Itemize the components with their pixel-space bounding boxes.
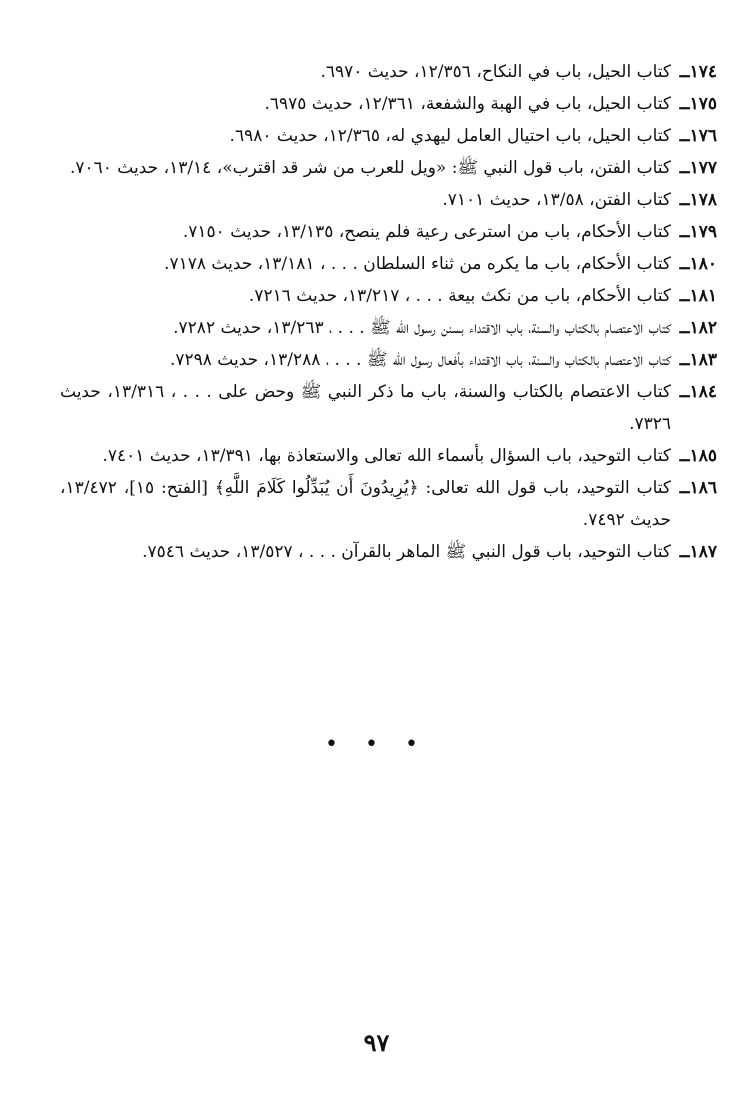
list-item <box>60 56 717 88</box>
list-item <box>60 216 717 248</box>
entry-text: كتاب الحيل، باب في النكاح، ١٢/٣٥٦، حديث ٦٩٧٠. <box>320 62 671 82</box>
list-item <box>60 152 717 184</box>
entry-text: كتاب الحيل، باب في الهبة والشفعة، ١٢/٣٦١، حديث ٦٩٧٥. <box>264 94 671 114</box>
list-item <box>60 120 717 152</box>
entry-text: كتاب الاعتصام بالكتاب والسنة، باب الاقتداء بأفعال رسول الله ﷺ . . . ، ١٣/٢٨٨، حديث ٧٢٩٨. <box>169 350 671 370</box>
entry-number: ١٨٣ــ <box>679 350 717 370</box>
list-item <box>60 280 717 312</box>
list-item <box>60 440 717 472</box>
section-divider: • • • <box>325 732 428 757</box>
list-item <box>60 88 717 120</box>
entry-text: كتاب الفتن، باب قول النبي ﷺ: «ويل للعرب من شر قد اقترب»، ١٣/١٤، حديث ٧٠٦٠. <box>69 158 671 178</box>
entry-text: كتاب الاعتصام بالكتاب والسنة، باب الاقتداء بسنن رسول الله ﷺ . . . ، ١٣/٢٦٣، حديث ٧٢٨٢. <box>173 318 671 338</box>
entry-number: ١٨١ــ <box>679 286 717 306</box>
entry-text: كتاب التوحيد، باب السؤال بأسماء الله تعالى والاستعاذة بها، ١٣/٣٩١، حديث ٧٤٠١. <box>102 446 671 466</box>
entry-number: ١٨٠ــ <box>679 254 717 274</box>
list-item <box>60 376 717 440</box>
page-number: ٩٧ <box>363 1028 390 1057</box>
list-item <box>60 248 717 280</box>
entry-text: كتاب الأحكام، باب من استرعى رعية فلم ينصح، ١٣/١٣٥، حديث ٧١٥٠. <box>182 222 671 242</box>
list-item <box>60 536 717 568</box>
entry-number: ١٨٢ــ <box>679 318 717 338</box>
entry-number: ١٧٩ــ <box>679 222 717 242</box>
list-item <box>60 312 717 344</box>
entry-text: كتاب التوحيد، باب قول النبي ﷺ الماهر بالقرآن . . . ، ١٣/٥٢٧، حديث ٧٥٤٦. <box>142 542 671 562</box>
entry-number: ١٧٦ــ <box>679 126 717 146</box>
entry-number: ١٧٤ــ <box>679 62 717 82</box>
entry-text: كتاب الحيل، باب احتيال العامل ليهدي له، ١٢/٣٦٥، حديث ٦٩٨٠. <box>229 126 671 146</box>
list-item <box>60 472 717 536</box>
list-item <box>60 184 717 216</box>
entry-text: كتاب الاعتصام بالكتاب والسنة، باب ما ذكر النبي ﷺ وحض على . . . ، ١٣/٣١٦، حديث ٧٣٢٦. <box>60 382 672 434</box>
entry-text: كتاب الفتن، ١٣/٥٨، حديث ٧١٠١. <box>442 190 671 210</box>
entry-number: ١٧٧ــ <box>679 158 717 178</box>
entry-text: كتاب الأحكام، باب ما يكره من ثناء السلطان . . . ، ١٣/١٨١، حديث ٧١٧٨. <box>164 254 671 274</box>
entry-number: ١٧٥ــ <box>679 94 717 114</box>
reference-list <box>60 56 717 568</box>
entry-number: ١٨٦ــ <box>679 478 717 498</box>
list-item <box>60 344 717 376</box>
entry-text: كتاب التوحيد، باب قول الله تعالى: ﴿يُرِيدُونَ أَن يُبَدِّلُوا كَلَامَ اللَّهِ﴾ [الفتح: ١٥]، ١٣/٤٧٢، حديث ٧٤٩٢. <box>60 478 671 530</box>
entry-number: ١٨٤ــ <box>679 382 717 402</box>
entry-number: ١٨٧ــ <box>679 542 717 562</box>
entry-number: ١٧٨ــ <box>679 190 717 210</box>
entry-number: ١٨٥ــ <box>679 446 717 466</box>
entry-text: كتاب الأحكام، باب من نكث بيعة . . . ، ١٣/٢١٧، حديث ٧٢١٦. <box>248 286 671 306</box>
